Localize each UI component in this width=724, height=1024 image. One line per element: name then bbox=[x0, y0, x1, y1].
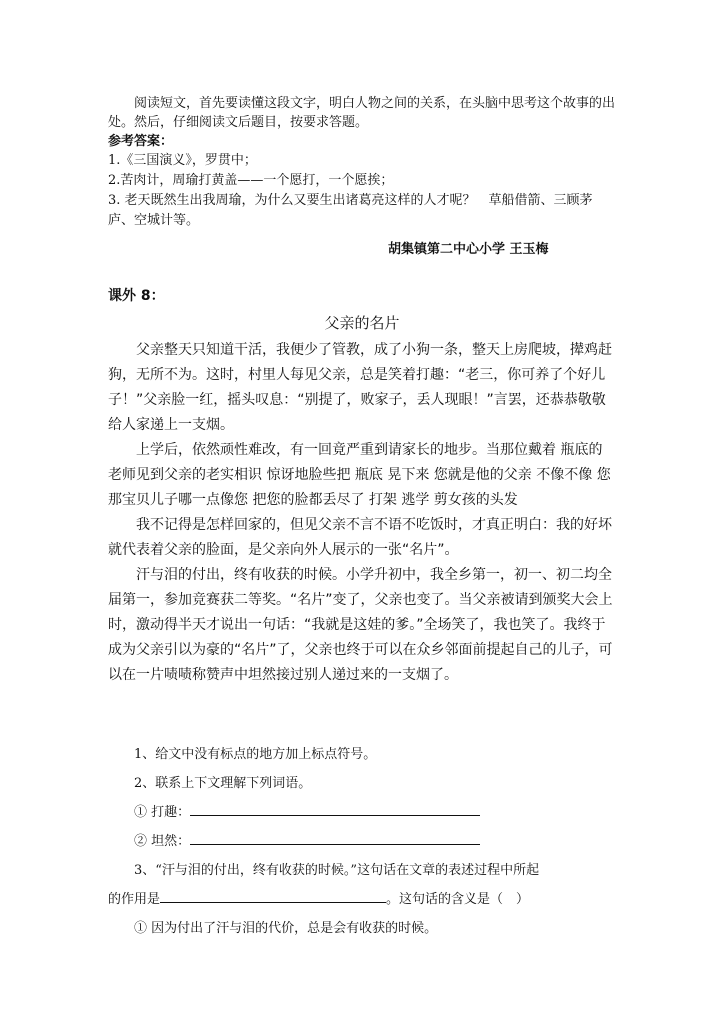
answer-item: 3. 老天既然生出我周瑜，为什么又要生出诸葛亮这样的人才呢？ 草船借箭、三顾茅庐、空城计等。 bbox=[108, 193, 593, 228]
story-body bbox=[108, 338, 616, 688]
story-paragraph: 我不记得是怎样回家的，但见父亲不言不语不吃饭时，才真正明白：我的好坏就代表着父亲的脸面，是父亲向外人展示的一张“名片”。 bbox=[108, 517, 612, 558]
question-2: 2、联系上下文理解下列词语。 bbox=[134, 776, 312, 791]
section-label: 课外 8： bbox=[108, 288, 165, 304]
signature: 胡集镇第二中心小学 王玉梅 bbox=[388, 242, 549, 257]
question-1: 1、给文中没有标点的地方加上标点符号。 bbox=[134, 747, 377, 762]
question-2b bbox=[108, 827, 616, 856]
answer-item: 1.《三国演义》，罗贯中； bbox=[108, 153, 257, 168]
question-3: 3、“汗与泪的付出，终有收获的时候。”这句话在文章的表述过程中所起 bbox=[134, 863, 540, 878]
answer-item: 2.苦肉计，周瑜打黄盖——一个愿打，一个愿挨； bbox=[108, 173, 394, 188]
story-paragraph: 父亲整天只知道干活，我便少了管教，成了小狗一条，整天上房爬坡，撵鸡赶狗，无所不为。这时，村里人每见父亲，总是笑着打趣：“老三，你可养了个好儿子！”父亲脸一红，摇头叹息：“别提了，败家子，丢人现眼！”言罢，还恭恭敬敬给人家递上一支烟。 bbox=[108, 342, 612, 433]
question-3-option: ① 因为付出了汗与泪的代价，总是会有收获的时候。 bbox=[134, 921, 438, 936]
question-2b-label: ② 坦然： bbox=[134, 834, 191, 849]
question-3-tail: 。这句话的含义是（ ） bbox=[386, 892, 530, 907]
answer-list bbox=[108, 151, 616, 231]
story-title: 父亲的名片 bbox=[324, 314, 400, 332]
answer-blank[interactable] bbox=[160, 888, 386, 903]
story-paragraph: 汗与泪的付出，终有收获的时候。小学升初中，我全乡第一，初一、初二均全届第一，参加竞赛获二等奖。“名片”变了，父亲也变了。当父亲被请到颁奖大会上时，激动得半天才说出一句话：“我就是这娃的爹。”全场笑了，我也笑了。我终于成为父亲引以为豪的“名片”了，父亲也终于可以在众乡邻面前提起自己的儿子，可以在一片啧啧称赞声中坦然接过别人递过来的一支烟了。 bbox=[108, 567, 613, 683]
answer-blank[interactable] bbox=[190, 801, 480, 816]
question-3-cont bbox=[108, 885, 616, 914]
answer-blank[interactable] bbox=[190, 830, 480, 845]
question-2a-label: ① 打趣： bbox=[134, 805, 191, 820]
intro-paragraph: 阅读短文，首先要读懂这段文字，明白人物之间的关系，在头脑中思考这个故事的出处。然后，仔细阅读文后题目，按要求答题。 bbox=[108, 96, 616, 130]
answer-heading: 参考答案： bbox=[108, 134, 174, 149]
story-paragraph: 上学后，依然顽性难改，有一回竟严重到请家长的地步。当那位戴着 瓶底的老师见到父亲的老实相识 惊讶地脸些把 瓶底 晃下来 您就是他的父亲 不像不像 您那宝贝儿子哪一点像您 把您的脸都丢尽了 打架 逃学 剪女孩的头发 bbox=[108, 442, 611, 508]
question-2a bbox=[108, 798, 616, 827]
questions bbox=[108, 740, 616, 943]
question-3-label: 的作用是 bbox=[108, 892, 161, 907]
